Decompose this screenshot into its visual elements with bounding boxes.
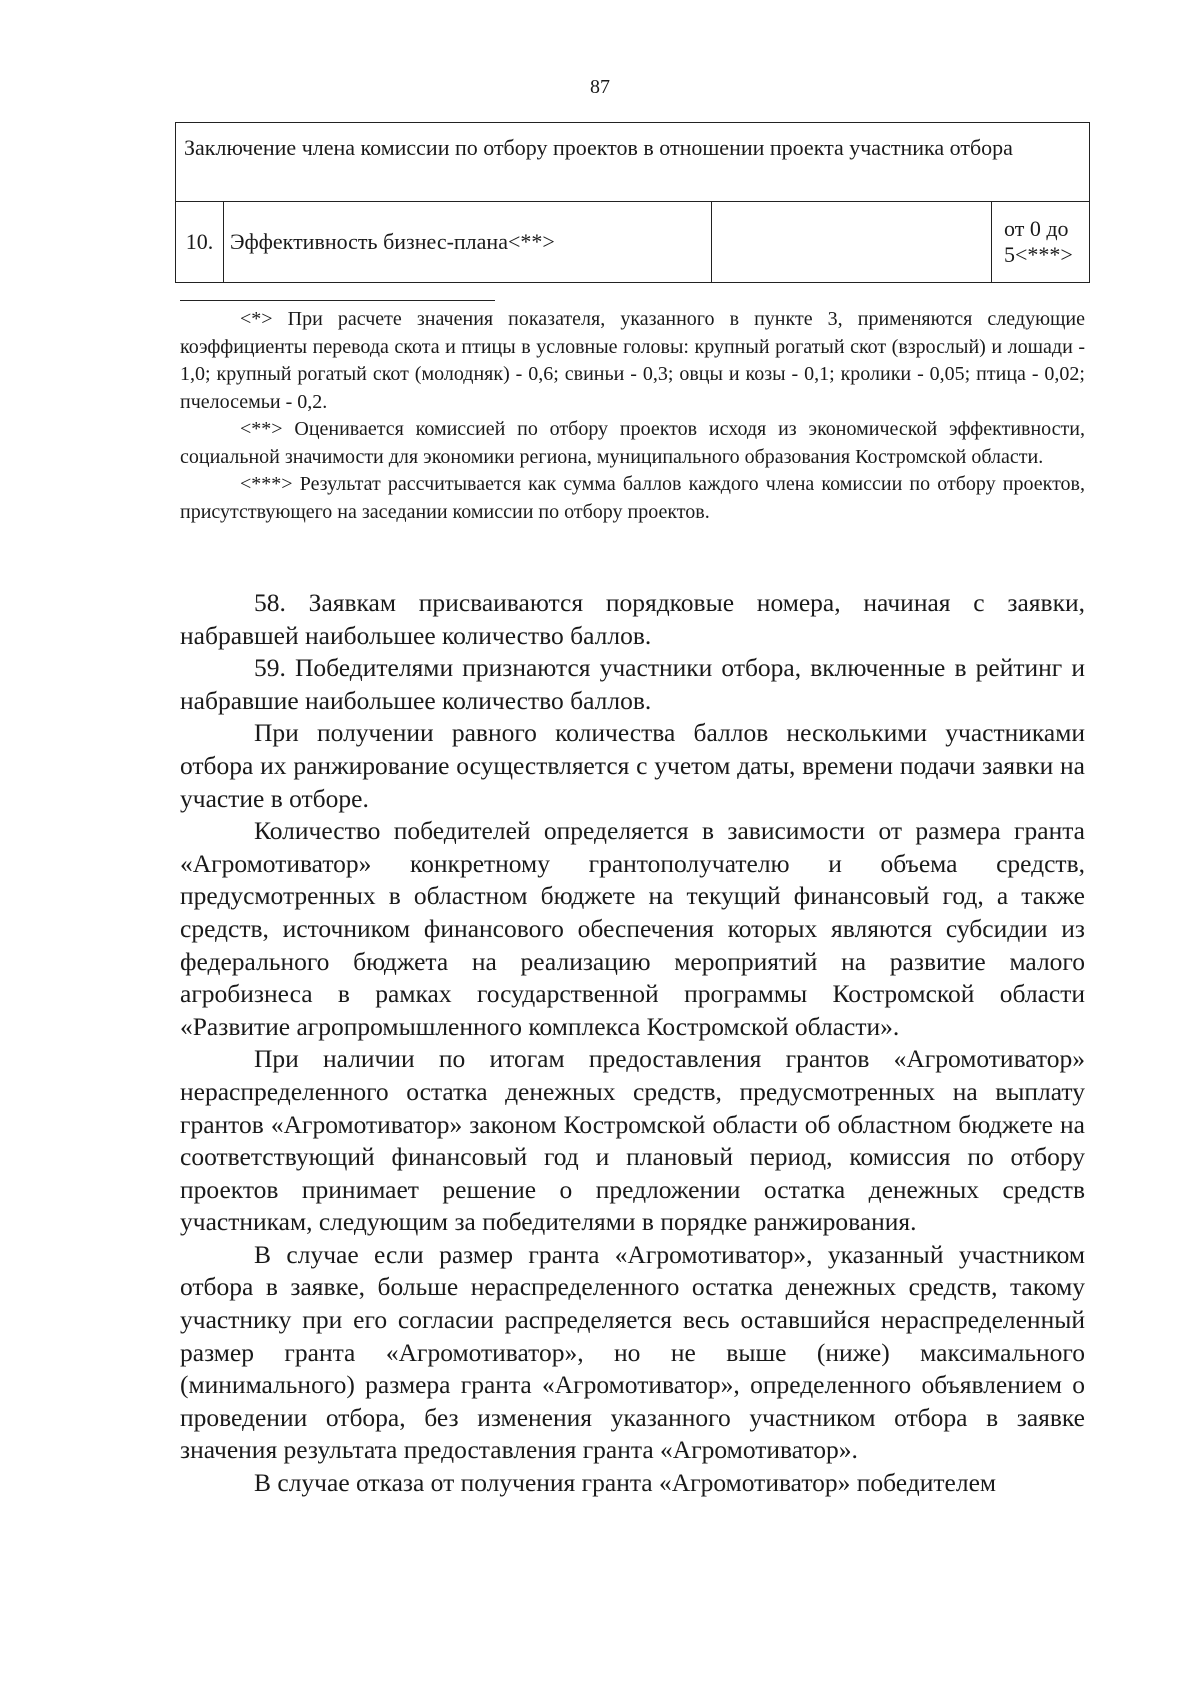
footnote: <*> При расчете значения показателя, указанного в пункте 3, применяются следующие коэффициенты перевода скота и птицы в условные головы: крупный рогатый скот (взрослый) и лошади - 1,0; крупный рогатый скот (молодняк) - 0,6; свиньи - 0,3; овцы и козы - 0,1; кролики - 0,05; птица - 0,02; пчелосемьи - 0,2. — [180, 308, 1085, 413]
footnote: <***> Результат рассчитывается как сумма баллов каждого члена комиссии по отбору проектов, присутствующего на заседании комиссии по отбору проектов. — [180, 473, 1085, 523]
main-text — [180, 587, 1085, 1500]
paragraph: 59. Победителями признаются участники отбора, включенные в рейтинг и набравшие наибольшее количество баллов. — [180, 653, 1085, 715]
row-criterion: Эффективность бизнес-плана<**> — [224, 202, 712, 282]
paragraph: 58. Заявкам присваиваются порядковые номера, начиная с заявки, набравшей наибольшее количество баллов. — [180, 588, 1085, 650]
paragraph: При наличии по итогам предоставления грантов «Агромотиватор» нераспределенного остатка денежных средств, предусмотренных на выплату грантов «Агромотиватор» законом Костромской области об областном бюджете на соответствующий финансовый год и плановый период, комиссия по отбору проектов принимает решение о предложении остатка денежных средств участникам, следующим за победителями в порядке ранжирования. — [180, 1044, 1085, 1237]
table-header: Заключение члена комиссии по отбору проектов в отношении проекта участника отбора — [176, 123, 1089, 202]
paragraph: В случае если размер гранта «Агромотиватор», указанный участником отбора в заявке, больше нераспределенного остатка денежных средств, такому участнику при его согласии распределяется весь оставшийся нераспределенный размер гранта «Агромотиватор», но не выше (ниже) максимального (минимального) размера гранта «Агромотиватор», определенного объявлением о проведении отбора, без изменения указанного участником отбора в заявке значения результата предоставления гранта «Агромотиватор». — [180, 1239, 1085, 1465]
row-value — [712, 202, 992, 282]
row-range-line2: 5<***> — [1004, 242, 1073, 267]
row-number: 10. — [176, 202, 224, 282]
evaluation-table — [175, 122, 1090, 283]
footnote: <**> Оценивается комиссией по отбору проектов исходя из экономической эффективности, социальной значимости для экономики региона, муниципального образования Костромской области. — [180, 418, 1085, 468]
footnotes — [180, 306, 1085, 526]
footnote-divider — [180, 300, 495, 301]
paragraph: Количество победителей определяется в зависимости от размера гранта «Агромотиватор» конкретному грантополучателю и объема средств, предусмотренных в областном бюджете на текущий финансовый год, а также средств, источником финансового обеспечения которых являются субсидии из федерального бюджета на реализацию мероприятий на развитие малого агробизнеса в рамках государственной программы Костромской области «Развитие агропромышленного комплекса Костромской области». — [180, 816, 1085, 1041]
paragraph: При получении равного количества баллов несколькими участниками отбора их ранжирование осуществляется с учетом даты, времени подачи заявки на участие в отборе. — [180, 718, 1085, 813]
page-number: 87 — [590, 76, 610, 98]
table-row — [176, 202, 1089, 282]
paragraph: В случае отказа от получения гранта «Агромотиватор» победителем — [254, 1468, 997, 1498]
row-range-line1: от 0 до — [1004, 216, 1069, 241]
row-range — [992, 202, 1089, 282]
